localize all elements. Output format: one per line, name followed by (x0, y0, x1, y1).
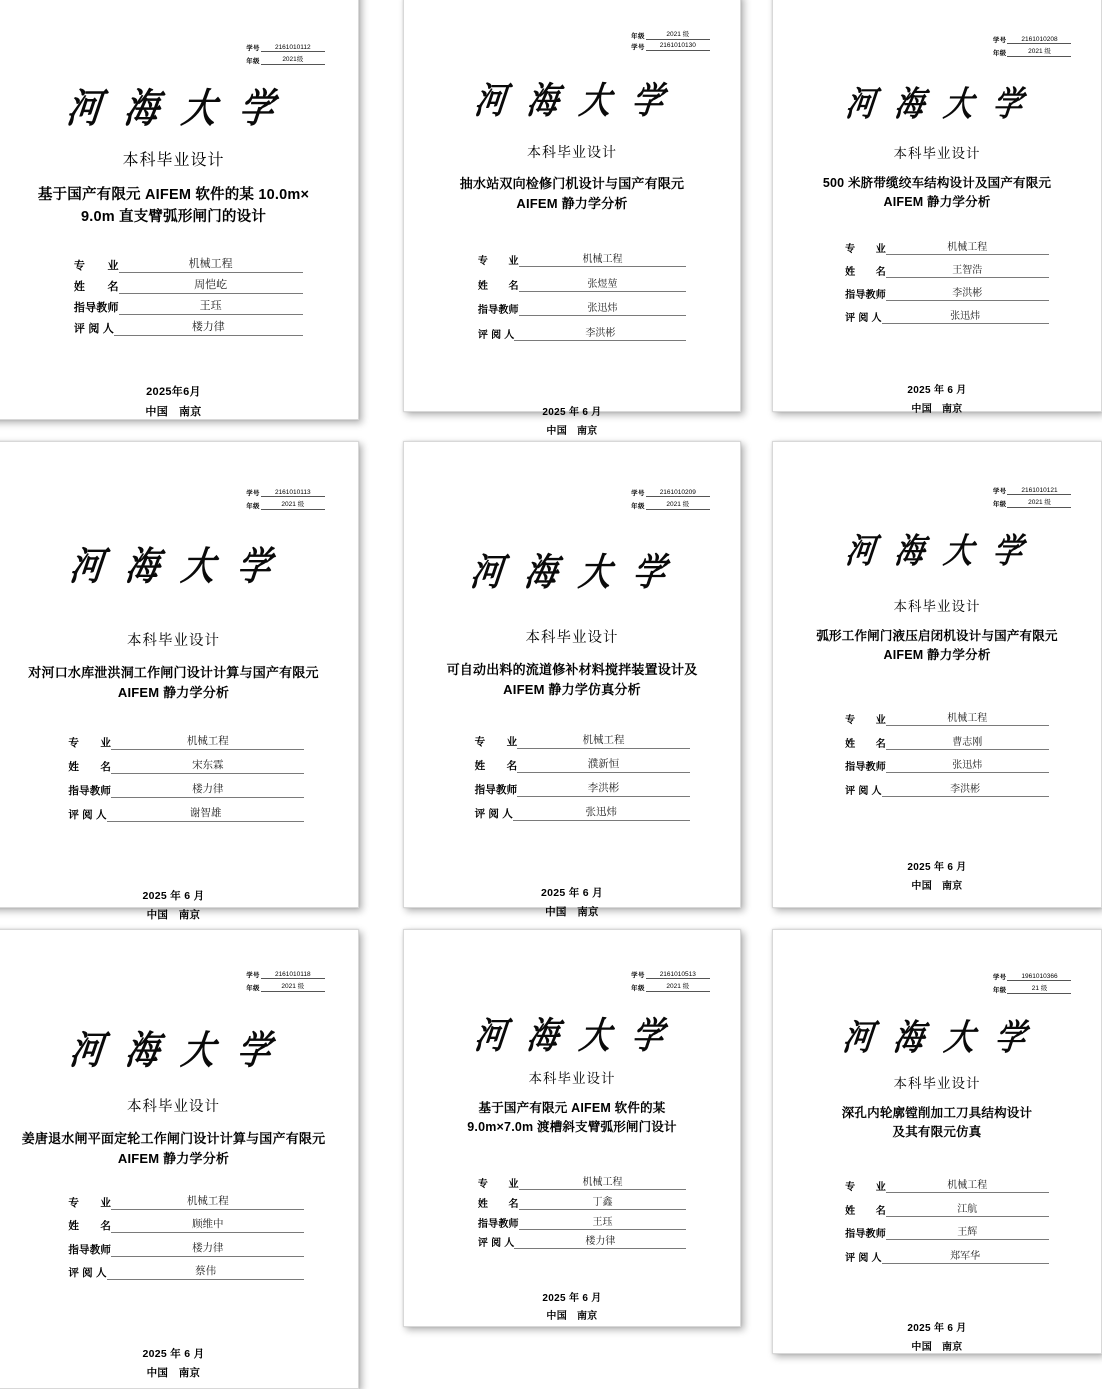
info-fields (845, 709, 1048, 803)
field-row-name (475, 756, 690, 773)
university-logo: 河 海 大 学 (843, 532, 1031, 571)
student-id-value: 2161010130 (646, 42, 710, 51)
city-label: 南京 (179, 405, 202, 418)
document-type-heading: 本科毕业设计 (893, 1075, 981, 1091)
thesis-title-line: 基于国产有限元 AIFEM 软件的某 (478, 1100, 666, 1115)
field-value-reviewer: 楼力律 (114, 318, 303, 336)
field-value-reviewer: 张迅炜 (513, 804, 690, 821)
field-row-major (845, 1176, 1048, 1193)
grade-year-label: 年级 (246, 57, 260, 65)
field-value-major: 机械工程 (886, 1176, 1049, 1193)
grade-year-row (246, 499, 325, 510)
grade-year-label: 年级 (631, 32, 645, 40)
field-value-reviewer: 楼力律 (514, 1232, 686, 1249)
field-row-reviewer (845, 1247, 1048, 1264)
field-row-advisor (478, 299, 686, 316)
university-logo: 河 海 大 学 (471, 79, 673, 121)
thesis-title (822, 1104, 1052, 1143)
student-id-row (993, 486, 1072, 495)
publication-date: 2025 年 6 月 (541, 886, 603, 899)
field-label-name: 姓 名 (845, 738, 886, 750)
thesis-title-line: AIFEM 静力学分析 (117, 1150, 230, 1166)
cover-footer (143, 1345, 205, 1384)
grade-year-value: 2021 级 (261, 981, 325, 992)
field-value-major: 机械工程 (517, 732, 689, 749)
student-id-value: 2161010113 (261, 489, 325, 498)
document-type-heading: 本科毕业设计 (527, 143, 617, 160)
grade-year-row (246, 981, 325, 992)
field-label-reviewer: 评 阅 人 (845, 785, 882, 797)
cover-footer (907, 1320, 966, 1357)
field-value-name: 张煜堃 (519, 275, 687, 292)
info-fields (478, 250, 686, 348)
field-label-name: 姓 名 (477, 1198, 519, 1210)
publication-date: 2025 年 6 月 (907, 862, 967, 874)
thesis-title-line: 姜唐退水闸平面定轮工作闸门设计计算与国产有限元 (21, 1130, 326, 1146)
field-row-reviewer (68, 805, 304, 822)
city-label: 南京 (178, 909, 201, 922)
field-row-reviewer (845, 780, 1048, 797)
cover-footer (542, 404, 601, 441)
cover-footer (541, 884, 603, 923)
student-id-label: 学号 (631, 43, 645, 51)
cover-body (404, 930, 740, 1326)
student-id-value: 2161010118 (261, 971, 325, 980)
field-label-advisor: 指导教师 (477, 1218, 519, 1230)
field-value-name: 王智浩 (886, 261, 1049, 278)
field-label-major: 专 业 (845, 244, 886, 256)
thesis-title-line: AIFEM 静力学仿真分析 (503, 681, 641, 697)
field-label-advisor: 指导教师 (474, 783, 518, 796)
field-label-advisor: 指导教师 (845, 290, 886, 302)
city-label: 南京 (577, 906, 599, 919)
field-row-reviewer (478, 324, 686, 341)
thesis-title-line: 9.0m×7.0m 渡槽斜支臂弧形闸门设计 (467, 1120, 677, 1135)
field-row-major (68, 1193, 304, 1210)
cover-body (404, 0, 740, 437)
field-value-advisor: 王珏 (519, 1213, 687, 1230)
thesis-cover-card-4 (0, 441, 359, 922)
publication-place (542, 1308, 601, 1327)
student-id-row (993, 972, 1072, 981)
field-value-advisor: 张迅炜 (519, 299, 687, 316)
country-label: 中国 (146, 1367, 169, 1380)
publication-date: 2025 年 6 月 (542, 1292, 602, 1304)
student-id-label: 学号 (246, 972, 260, 979)
publication-place (145, 402, 201, 422)
field-value-reviewer: 张迅炜 (882, 307, 1049, 324)
field-value-major: 机械工程 (519, 250, 687, 267)
field-value-major: 机械工程 (519, 1173, 687, 1190)
university-logo: 河 海 大 学 (468, 550, 676, 593)
city-label: 南京 (577, 425, 598, 437)
field-label-major: 专 业 (474, 735, 518, 748)
publication-date: 2025 年 6 月 (907, 385, 967, 397)
thesis-cover-card-1 (0, 0, 359, 420)
document-type-heading: 本科毕业设计 (127, 632, 220, 649)
grade-year-row (993, 46, 1072, 57)
field-value-name: 宋东霖 (111, 757, 304, 774)
field-label-advisor: 指导教师 (68, 1243, 112, 1256)
thesis-title-line: AIFEM 静力学分析 (883, 648, 991, 663)
cover-footer (907, 859, 966, 896)
document-type-heading: 本科毕业设计 (893, 598, 981, 614)
field-label-reviewer: 评 阅 人 (845, 313, 882, 325)
grade-year-row (631, 29, 710, 40)
student-id-value: 1961010366 (1007, 973, 1071, 982)
field-value-major: 机械工程 (886, 238, 1049, 255)
field-value-advisor: 楼力律 (111, 1240, 304, 1257)
thesis-title (16, 184, 332, 229)
field-label-reviewer: 评 阅 人 (477, 1238, 515, 1250)
field-row-advisor (68, 781, 304, 798)
field-value-advisor: 王珏 (119, 297, 303, 315)
city-label: 南京 (942, 403, 963, 415)
field-label-advisor: 指导教师 (73, 302, 119, 315)
field-label-reviewer: 评 阅 人 (845, 1252, 882, 1264)
country-label: 中国 (146, 909, 169, 922)
id-block (246, 970, 325, 994)
university-logo: 河 海 大 学 (63, 87, 284, 131)
publication-place (542, 423, 601, 442)
cover-body (404, 442, 740, 919)
field-label-major: 专 业 (68, 1196, 112, 1209)
thesis-title (440, 174, 705, 214)
info-fields (475, 732, 690, 828)
field-row-major (845, 709, 1048, 726)
field-label-major: 专 业 (73, 259, 119, 272)
field-row-major (478, 250, 686, 267)
thesis-title-line: AIFEM 静力学分析 (516, 196, 628, 212)
field-value-name: 曹志刚 (886, 733, 1049, 750)
publication-place (541, 903, 603, 922)
thesis-title (447, 1099, 697, 1138)
student-id-row (246, 43, 325, 52)
field-row-name (68, 757, 304, 774)
field-value-name: 周恺屹 (119, 276, 303, 294)
field-label-name: 姓 名 (477, 280, 519, 292)
info-fields (68, 733, 304, 829)
cover-footer (145, 382, 201, 423)
thesis-title-line: AIFEM 静力学分析 (883, 195, 991, 210)
field-value-major: 机械工程 (111, 733, 304, 750)
grade-year-row (993, 983, 1072, 994)
id-block (246, 488, 325, 512)
id-block (993, 35, 1072, 59)
field-row-reviewer (478, 1232, 686, 1249)
student-id-row (993, 35, 1072, 44)
grade-year-label: 年级 (992, 986, 1007, 994)
field-label-name: 姓 名 (845, 267, 886, 279)
cover-body (0, 442, 358, 922)
city-label: 南京 (942, 880, 963, 892)
field-label-reviewer: 评 阅 人 (477, 329, 515, 341)
field-value-major: 机械工程 (886, 709, 1049, 726)
field-row-major (68, 733, 304, 750)
grade-year-row (631, 499, 710, 510)
id-block (993, 486, 1072, 510)
grade-year-row (246, 54, 325, 65)
field-label-reviewer: 评 阅 人 (474, 807, 513, 820)
field-row-advisor (475, 780, 690, 797)
thesis-cover-card-9 (772, 929, 1102, 1354)
country-label: 中国 (911, 1341, 932, 1353)
city-label: 南京 (942, 1341, 963, 1353)
grade-year-label: 年级 (246, 984, 260, 992)
field-value-major: 机械工程 (119, 255, 303, 273)
field-row-name (74, 276, 303, 294)
field-value-reviewer: 蔡伟 (107, 1263, 305, 1280)
field-label-major: 专 业 (845, 1182, 886, 1194)
field-label-major: 专 业 (477, 256, 519, 268)
grade-year-value: 2021 级 (1007, 46, 1071, 57)
field-row-name (845, 261, 1048, 278)
document-type-heading: 本科毕业设计 (127, 1098, 220, 1115)
thesis-title-line: AIFEM 静力学分析 (117, 684, 230, 700)
publication-date: 2025年6月 (146, 385, 201, 398)
document-type-heading: 本科毕业设计 (525, 629, 619, 646)
field-value-name: 顾维中 (111, 1216, 304, 1233)
field-row-advisor (68, 1240, 304, 1257)
city-label: 南京 (178, 1367, 201, 1380)
field-label-reviewer: 评 阅 人 (73, 323, 114, 336)
country-label: 中国 (911, 880, 932, 892)
thesis-cover-card-6 (772, 441, 1102, 908)
cover-footer (143, 887, 205, 926)
thesis-title (0, 1129, 347, 1169)
thesis-cover-card-3 (772, 0, 1102, 415)
id-block (993, 972, 1072, 996)
grade-year-label: 年级 (992, 500, 1007, 508)
grade-year-row (993, 497, 1072, 508)
id-block (631, 970, 710, 994)
field-row-reviewer (475, 804, 690, 821)
field-value-advisor: 王辉 (886, 1223, 1049, 1240)
field-row-advisor (845, 756, 1048, 773)
thesis-title-line: 抽水站双向检修门机设计与国产有限元 (459, 176, 685, 192)
field-value-major: 机械工程 (111, 1193, 304, 1210)
grade-year-value: 21 级 (1007, 983, 1071, 994)
field-label-major: 专 业 (477, 1179, 519, 1191)
city-label: 南京 (577, 1311, 598, 1323)
thesis-title-line: 深孔内轮廓镗削加工刀具结构设计 (841, 1105, 1033, 1120)
document-type-heading: 本科毕业设计 (893, 145, 981, 161)
country-label: 中国 (546, 425, 567, 437)
university-logo: 河 海 大 学 (840, 1018, 1034, 1058)
grade-year-value: 2021 级 (261, 499, 325, 510)
publication-date: 2025 年 6 月 (142, 1347, 205, 1360)
student-id-value: 2161010513 (646, 971, 710, 980)
grade-year-row (631, 981, 710, 992)
grade-year-label: 年级 (246, 502, 260, 510)
field-row-name (845, 733, 1048, 750)
info-fields (74, 255, 303, 340)
field-label-advisor: 指导教师 (477, 305, 519, 317)
student-id-row (246, 970, 325, 979)
student-id-label: 学号 (246, 490, 260, 497)
publication-date: 2025 年 6 月 (542, 407, 602, 419)
publication-place (907, 1339, 966, 1358)
field-row-major (74, 255, 303, 273)
cover-body (0, 930, 358, 1388)
document-type-heading: 本科毕业设计 (528, 1070, 616, 1086)
country-label: 中国 (545, 906, 567, 919)
field-value-reviewer: 李洪彬 (882, 780, 1049, 797)
field-value-advisor: 李洪彬 (886, 284, 1049, 301)
thesis-title-line: 9.0m 直支臂弧形闸门的设计 (80, 209, 267, 226)
cover-footer (542, 1290, 601, 1327)
field-label-reviewer: 评 阅 人 (68, 808, 107, 821)
student-id-label: 学号 (992, 974, 1007, 981)
info-fields (478, 1173, 686, 1251)
publication-place (907, 878, 966, 897)
field-label-advisor: 指导教师 (68, 784, 112, 797)
field-value-name: 濮新恒 (517, 756, 689, 773)
country-label: 中国 (911, 403, 932, 415)
grade-year-label: 年级 (992, 49, 1007, 57)
publication-place (143, 1364, 205, 1383)
field-row-major (845, 238, 1048, 255)
thesis-title-line: 500 米脐带缆绞车结构设计及国产有限元 (822, 175, 1052, 190)
thesis-cover-card-8 (403, 929, 741, 1327)
student-id-label: 学号 (631, 972, 645, 979)
university-logo: 河 海 大 学 (843, 85, 1031, 124)
student-id-label: 学号 (246, 45, 260, 52)
field-row-advisor (74, 297, 303, 315)
cover-body (773, 442, 1101, 907)
field-row-name (68, 1216, 304, 1233)
student-id-label: 学号 (992, 488, 1007, 495)
field-row-reviewer (68, 1263, 304, 1280)
field-row-name (845, 1200, 1048, 1217)
thesis-cover-card-5 (403, 441, 741, 919)
id-block (631, 29, 710, 53)
field-value-name: 丁鑫 (519, 1193, 687, 1210)
field-row-reviewer (74, 318, 303, 336)
student-id-row (631, 488, 710, 497)
university-logo: 河 海 大 学 (471, 1014, 673, 1056)
student-id-value: 2161010208 (1007, 36, 1071, 45)
id-block (246, 43, 325, 67)
thesis-title-line: 对河口水库泄洪洞工作闸门设计计算与国产有限元 (28, 664, 319, 680)
field-row-advisor (845, 284, 1048, 301)
field-label-major: 专 业 (845, 715, 886, 727)
id-block (631, 488, 710, 512)
field-value-name: 江航 (886, 1200, 1049, 1217)
country-label: 中国 (546, 1311, 567, 1323)
grade-year-value: 2021级 (261, 54, 325, 65)
field-label-name: 姓 名 (68, 1220, 112, 1233)
field-value-reviewer: 李洪彬 (514, 324, 686, 341)
field-label-name: 姓 名 (474, 759, 518, 772)
field-row-name (478, 1193, 686, 1210)
publication-date: 2025 年 6 月 (142, 889, 205, 902)
thesis-title-line: 弧形工作闸门液压启闭机设计与国产有限元 (816, 628, 1058, 643)
grade-year-value: 2021 级 (646, 499, 710, 510)
thesis-title-line: 可自动出料的流道修补材料搅拌装置设计及 (446, 661, 698, 677)
student-id-row (631, 42, 710, 51)
university-logo: 河 海 大 学 (67, 546, 280, 589)
grade-year-label: 年级 (631, 984, 645, 992)
field-value-advisor: 楼力律 (111, 781, 304, 798)
thesis-cover-card-2 (403, 0, 741, 437)
publication-date: 2025 年 6 月 (907, 1323, 967, 1335)
field-row-reviewer (845, 307, 1048, 324)
grade-year-label: 年级 (631, 502, 645, 510)
thesis-title-line: 基于国产有限元 AIFEM 软件的某 10.0m× (37, 186, 310, 203)
thesis-title (803, 174, 1071, 213)
field-row-name (478, 275, 686, 292)
field-value-advisor: 张迅炜 (886, 756, 1049, 773)
student-id-row (246, 488, 325, 497)
document-type-heading: 本科毕业设计 (122, 151, 225, 169)
publication-place (143, 906, 205, 925)
thesis-cover-card-7 (0, 929, 359, 1389)
thesis-title (6, 663, 341, 703)
field-label-name: 姓 名 (73, 281, 119, 294)
field-label-name: 姓 名 (845, 1205, 886, 1217)
field-row-advisor (845, 1223, 1048, 1240)
field-value-reviewer: 郑军华 (882, 1247, 1049, 1264)
student-id-value: 2161010209 (646, 489, 710, 498)
thesis-title-line: 及其有限元仿真 (892, 1125, 982, 1140)
field-row-major (475, 732, 690, 749)
field-row-advisor (478, 1213, 686, 1230)
field-label-major: 专 业 (68, 736, 112, 749)
grade-year-value: 2021 级 (646, 29, 710, 40)
info-fields (845, 1176, 1048, 1270)
field-row-major (478, 1173, 686, 1190)
grade-year-value: 2021 级 (1007, 497, 1071, 508)
grade-year-value: 2021 级 (646, 981, 710, 992)
student-id-label: 学号 (992, 37, 1007, 44)
info-fields (845, 238, 1048, 330)
field-label-advisor: 指导教师 (845, 762, 886, 774)
country-label: 中国 (145, 405, 168, 418)
student-id-label: 学号 (631, 490, 645, 497)
cover-footer (907, 382, 966, 419)
thesis-title (426, 660, 717, 700)
cover-body (773, 0, 1101, 415)
info-fields (68, 1193, 304, 1287)
publication-place (907, 401, 966, 420)
cover-body (773, 930, 1101, 1353)
field-value-reviewer: 谢智雄 (107, 805, 305, 822)
student-id-row (631, 970, 710, 979)
field-label-advisor: 指导教师 (845, 1229, 886, 1241)
thesis-title (797, 627, 1078, 666)
field-label-reviewer: 评 阅 人 (68, 1267, 107, 1280)
field-value-advisor: 李洪彬 (517, 780, 689, 797)
student-id-value: 2161010112 (261, 44, 325, 53)
cover-body (0, 0, 358, 419)
field-label-name: 姓 名 (68, 760, 112, 773)
student-id-value: 2161010121 (1007, 487, 1071, 496)
university-logo: 河 海 大 学 (67, 1030, 280, 1073)
